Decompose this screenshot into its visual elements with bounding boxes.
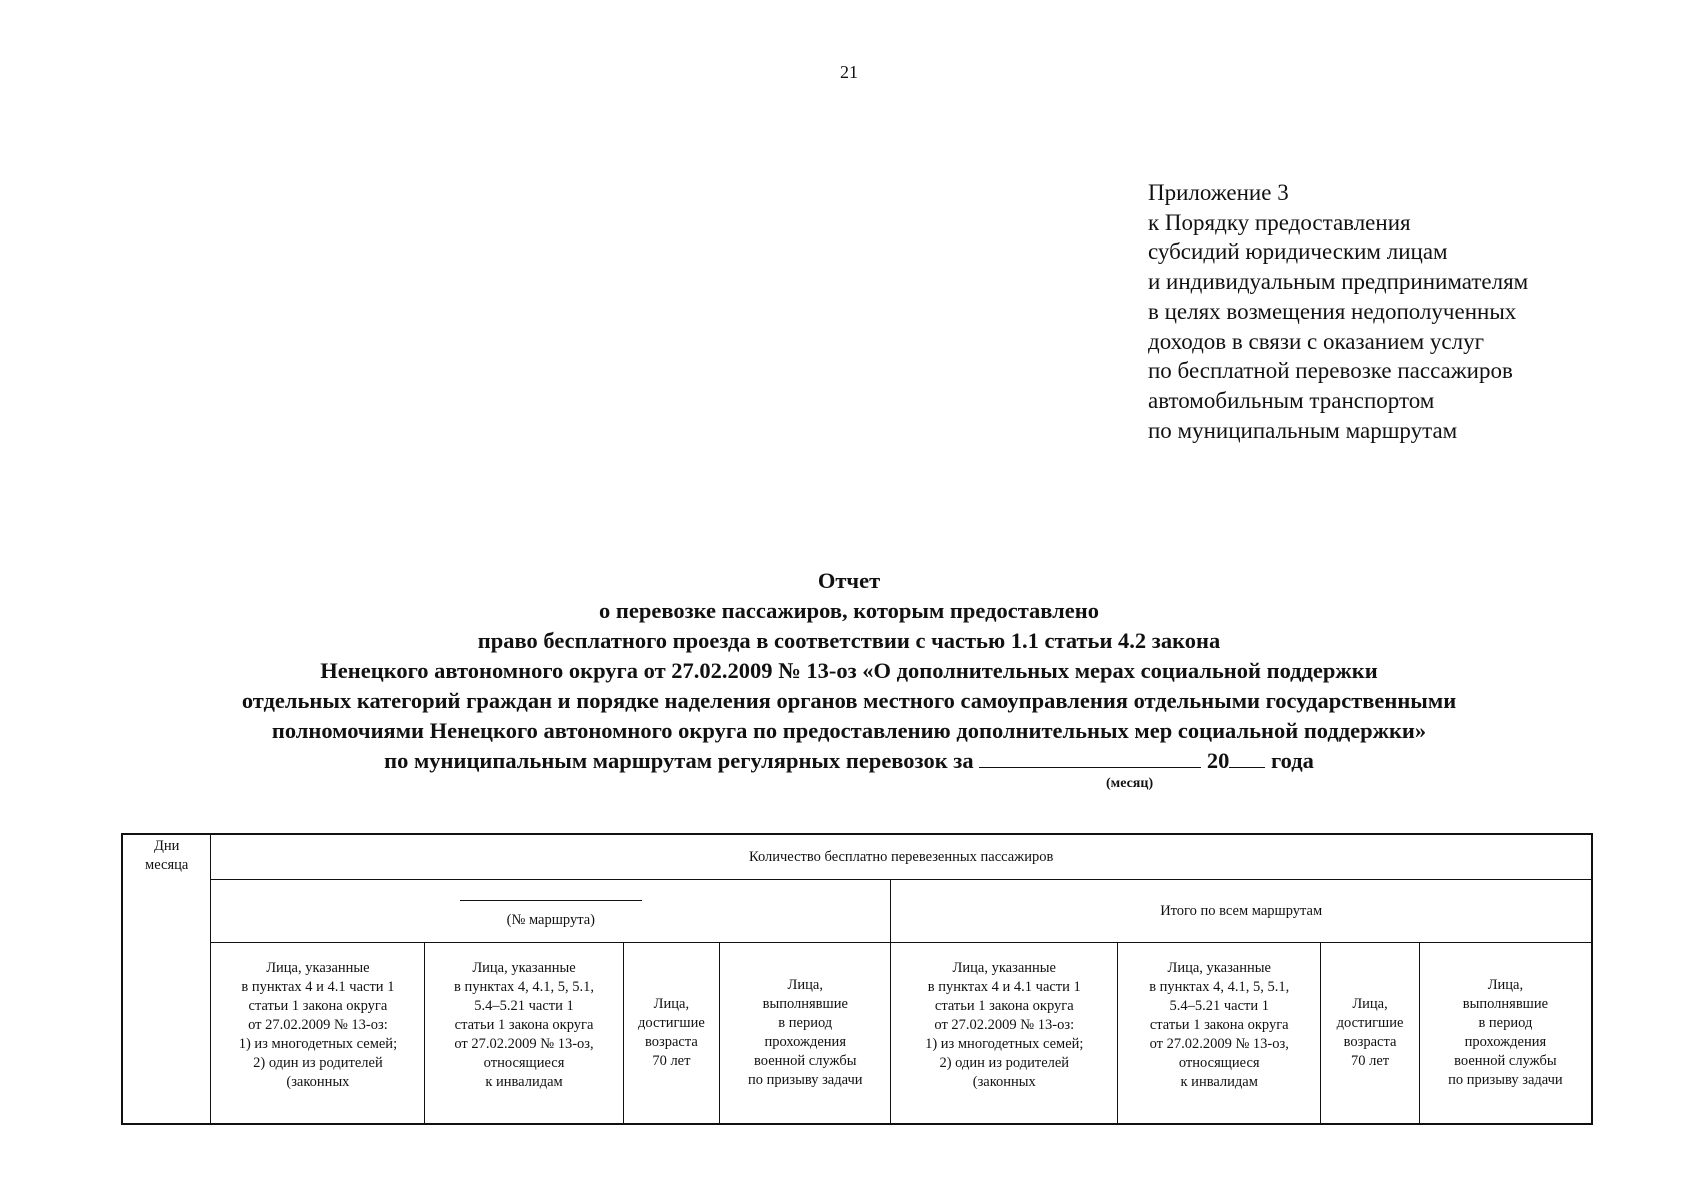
- route-caption: (№ маршрута): [506, 912, 595, 928]
- main-header: Количество бесплатно перевезенных пассажиров: [211, 834, 1592, 880]
- year-blank[interactable]: [1229, 747, 1265, 768]
- column-header: Лица, указанные в пунктах 4, 4.1, 5, 5.1, 5.4–5.21 части 1 статьи 1 закона округа от 27.02.2009 № 13-оз, относящиеся к инвалидам: [1118, 943, 1321, 1125]
- appendix-line: по муниципальным маршрутам: [1148, 417, 1458, 443]
- column-header: Лица, достигшие возраста 70 лет: [1321, 943, 1420, 1125]
- report-title: [0, 566, 1698, 776]
- title-line: Ненецкого автономного округа от 27.02.2009 № 13-оз «О дополнительных мерах социальной поддержки: [320, 658, 1378, 683]
- report-table: [121, 833, 1593, 1125]
- appendix-line: автомобильным транспортом: [1148, 387, 1435, 413]
- column-header: Лица, указанные в пунктах 4 и 4.1 части 1 статьи 1 закона округа от 27.02.2009 № 13-оз: 1) из многодетных семей; 2) один из родителей (законных: [211, 943, 425, 1125]
- title-line: право бесплатного проезда в соответствии с частью 1.1 статьи 4.2 закона: [477, 628, 1221, 653]
- year-suffix: года: [1270, 748, 1314, 773]
- appendix-line: и индивидуальным предпринимателям: [1148, 269, 1529, 295]
- column-header: Лица, выполнявшие в период прохождения военной службы по призыву задачи: [1419, 943, 1592, 1125]
- title-line: Отчет: [817, 568, 881, 593]
- column-header: Лица, указанные в пунктах 4, 4.1, 5, 5.1, 5.4–5.21 части 1 статьи 1 закона округа от 27.02.2009 № 13-оз, относящиеся к инвалидам: [425, 943, 623, 1125]
- period-prefix: по муниципальным маршрутам регулярных перевозок за: [384, 748, 974, 773]
- month-blank[interactable]: [979, 747, 1201, 768]
- page-number: 21: [840, 62, 858, 82]
- title-line: полномочиями Ненецкого автономного округа по предоставлению дополнительных мер социальной поддержки»: [271, 718, 1427, 743]
- year-prefix: 20: [1206, 748, 1230, 773]
- column-header: Лица, указанные в пунктах 4 и 4.1 части 1 статьи 1 закона округа от 27.02.2009 № 13-оз: 1) из многодетных семей; 2) один из родителей (законных: [891, 943, 1118, 1125]
- title-line: о перевозке пассажиров, которым предоставлено: [599, 598, 1099, 623]
- total-header: Итого по всем маршрутам: [891, 880, 1592, 943]
- appendix-line: Приложение 3: [1148, 180, 1289, 205]
- column-header: Лица, выполнявшие в период прохождения военной службы по призыву задачи: [720, 943, 891, 1125]
- appendix-block: [1148, 178, 1528, 445]
- appendix-line: по бесплатной перевозке пассажиров: [1148, 358, 1513, 384]
- title-period-line: [0, 746, 1698, 776]
- days-header: Дни месяца: [122, 834, 211, 1124]
- appendix-line: доходов в связи с оказанием услуг: [1148, 328, 1485, 354]
- month-caption: (месяц): [1106, 776, 1154, 791]
- route-header: [211, 880, 891, 943]
- appendix-line: к Порядку предоставления: [1148, 209, 1411, 235]
- route-number-blank[interactable]: [460, 900, 642, 901]
- column-header: Лица, достигшие возраста 70 лет: [623, 943, 720, 1125]
- title-line: отдельных категорий граждан и порядке наделения органов местного самоуправления отдельными государственными: [241, 688, 1457, 713]
- appendix-line: в целях возмещения недополученных: [1148, 298, 1517, 324]
- appendix-line: субсидий юридическим лицам: [1148, 239, 1448, 265]
